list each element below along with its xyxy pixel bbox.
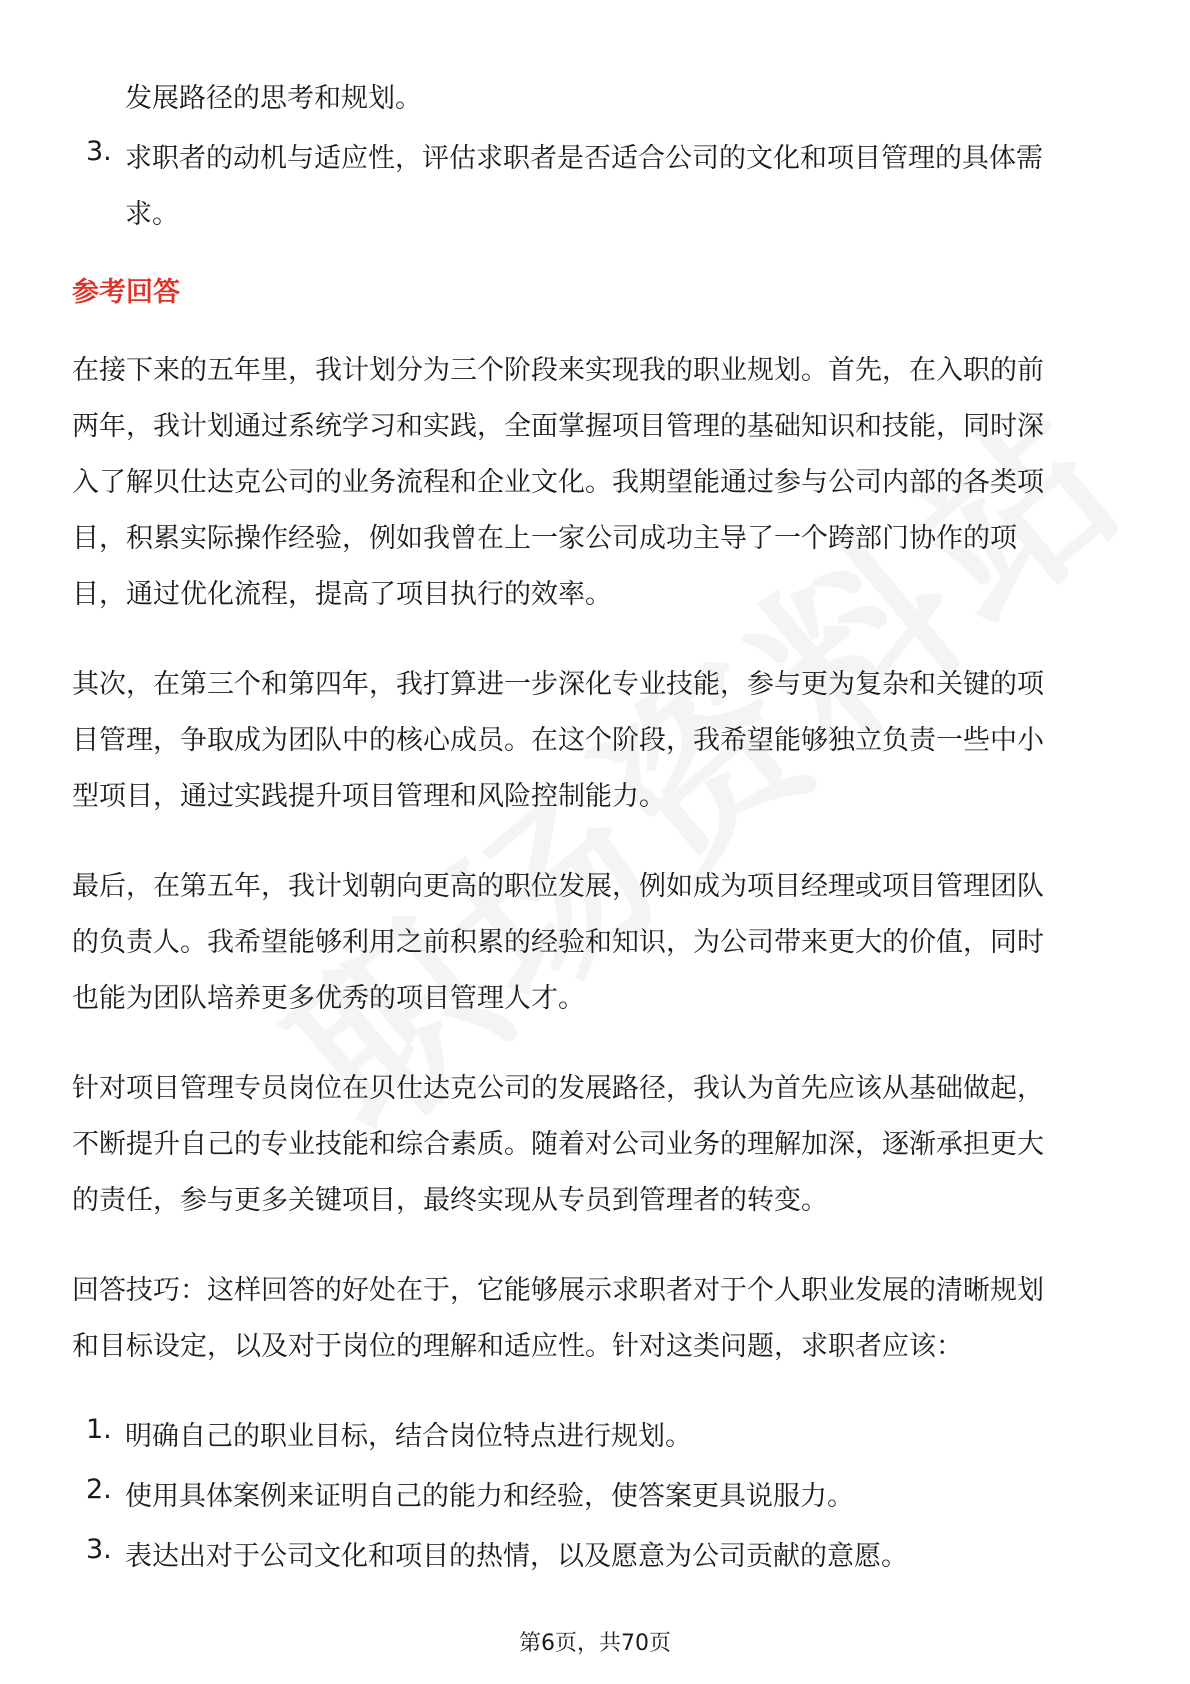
paragraph-line: 和目标设定，以及对于岗位的理解和适应性。针对这类问题，求职者应该：	[72, 1331, 963, 1362]
paragraph-line: 入了解贝仕达克公司的业务流程和企业文化。我期望能通过参与公司内部的各类项	[72, 467, 1044, 498]
page-number: 第6页，共70页	[519, 1631, 671, 1656]
list-number: 2.	[86, 1474, 112, 1505]
paragraph-line: 的责任，参与更多关键项目，最终实现从专员到管理者的转变。	[72, 1185, 828, 1216]
paragraph-line: 在接下来的五年里，我计划分为三个阶段来实现我的职业规划。首先，在入职的前	[72, 355, 1044, 386]
list-item-text: 求职者的动机与适应性，评估求职者是否适合公司的文化和项目管理的具体需	[125, 143, 1043, 174]
paragraph-line: 其次，在第三个和第四年，我打算进一步深化专业技能，参与更为复杂和关键的项	[72, 669, 1044, 700]
paragraph-line: 针对项目管理专员岗位在贝仕达克公司的发展路径，我认为首先应该从基础做起，	[72, 1073, 1044, 1104]
list-number: 1.	[86, 1414, 112, 1445]
list-item-text: 使用具体案例来证明自己的能力和经验，使答案更具说服力。	[125, 1481, 854, 1512]
section-heading: 参考回答	[72, 277, 180, 308]
list-item-text: 明确自己的职业目标，结合岗位特点进行规划。	[125, 1421, 692, 1452]
paragraph-line: 两年，我计划通过系统学习和实践，全面掌握项目管理的基础知识和技能，同时深	[72, 411, 1044, 442]
paragraph-line: 最后，在第五年，我计划朝向更高的职位发展，例如成为项目经理或项目管理团队	[72, 871, 1044, 902]
paragraph-line: 的负责人。我希望能够利用之前积累的经验和知识，为公司带来更大的价值，同时	[72, 927, 1044, 958]
list-number: 3.	[86, 1534, 112, 1565]
list-number: 3.	[86, 136, 112, 167]
paragraph-line: 目，通过优化流程，提高了项目执行的效率。	[72, 579, 612, 610]
paragraph-line: 型项目，通过实践提升项目管理和风险控制能力。	[72, 781, 666, 812]
paragraph-line: 回答技巧：这样回答的好处在于，它能够展示求职者对于个人职业发展的清晰规划	[72, 1275, 1044, 1306]
paragraph-line: 也能为团队培养更多优秀的项目管理人才。	[72, 983, 585, 1014]
list-item-continuation: 发展路径的思考和规划。	[125, 83, 422, 114]
list-item-text: 表达出对于公司文化和项目的热情，以及愿意为公司贡献的意愿。	[125, 1541, 908, 1572]
paragraph-line: 目，积累实际操作经验，例如我曾在上一家公司成功主导了一个跨部门协作的项	[72, 523, 1017, 554]
paragraph-line: 目管理，争取成为团队中的核心成员。在这个阶段，我希望能够独立负责一些中小	[72, 725, 1044, 756]
list-item-text: 求。	[125, 199, 179, 230]
paragraph-line: 不断提升自己的专业技能和综合素质。随着对公司业务的理解加深，逐渐承担更大	[72, 1129, 1044, 1160]
